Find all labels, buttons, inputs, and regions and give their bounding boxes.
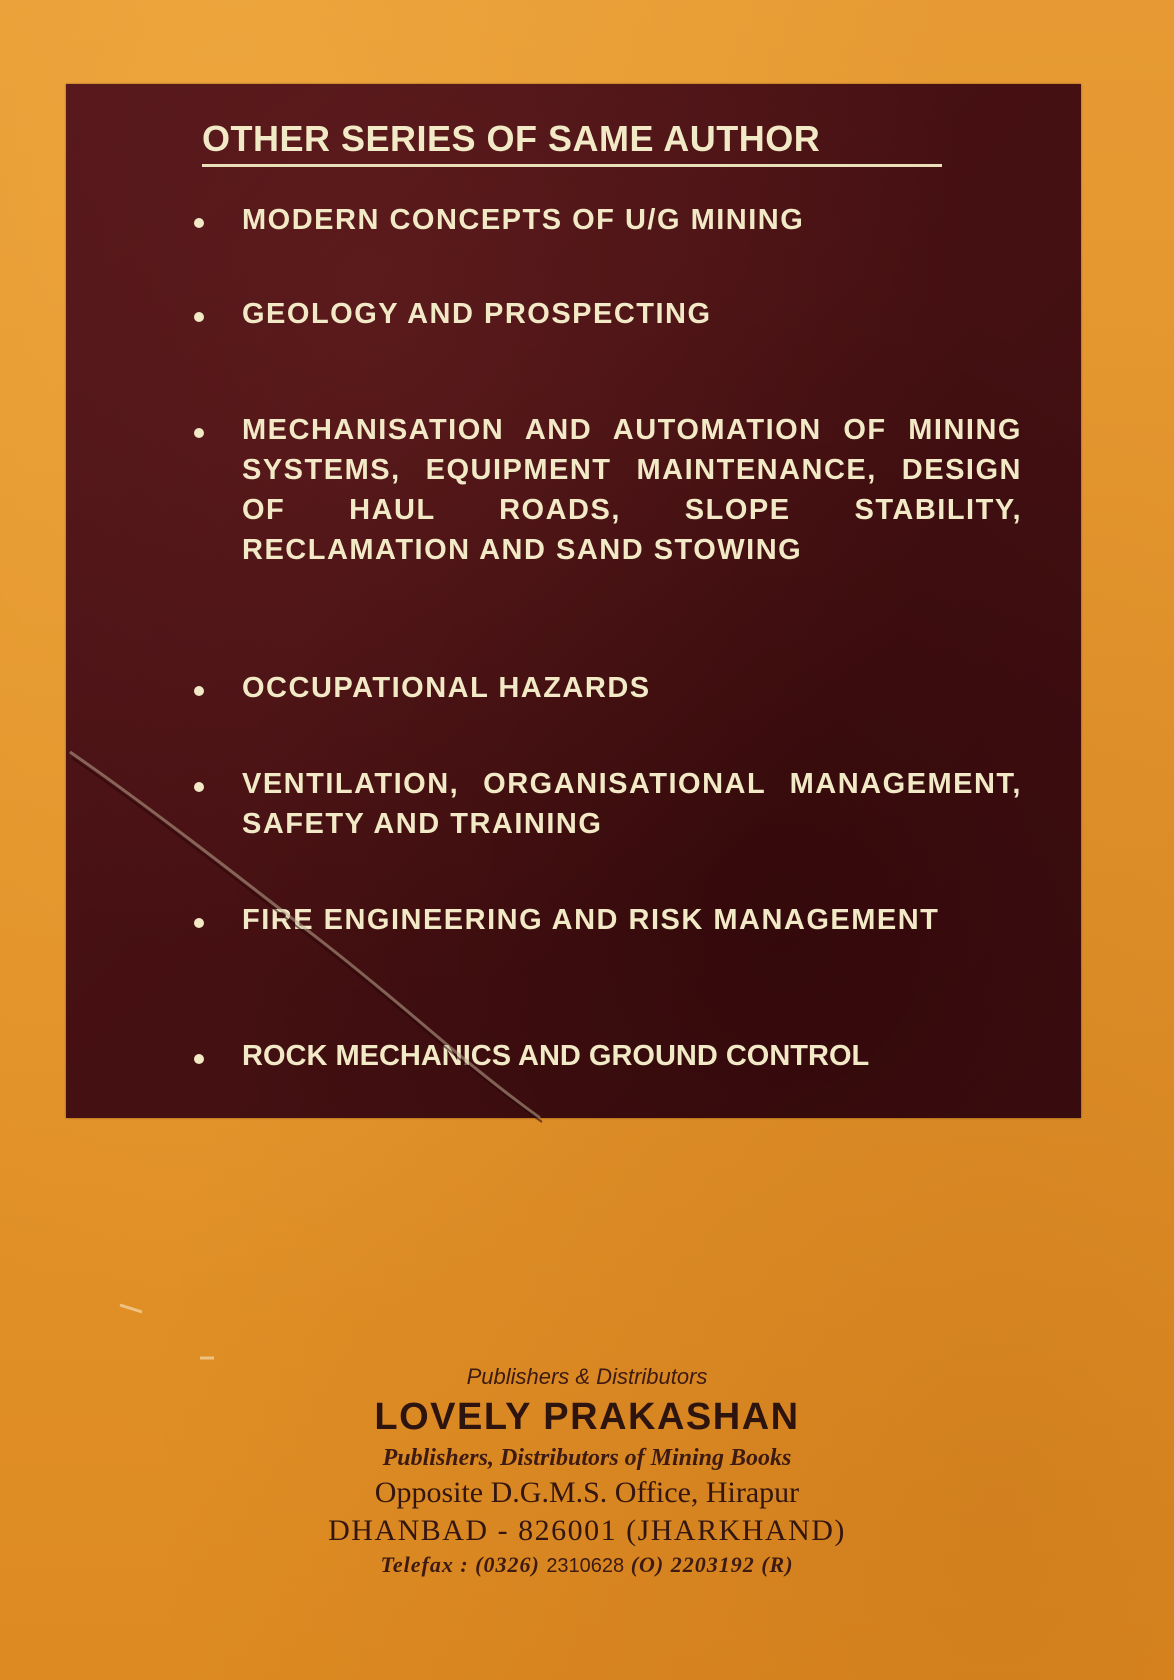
bullet-icon [194,686,204,696]
phone-prefix: Telefax : (0326) [380,1552,540,1577]
publisher-name: LOVELY PRAKASHAN [374,1396,800,1438]
book-title: FIRE ENGINEERING AND RISK MANAGEMENT [242,904,940,936]
list-item [242,200,1022,240]
bullet-icon [194,782,204,792]
book-title: OCCUPATIONAL HAZARDS [242,672,651,704]
publisher-description: Publishers, Distributors of Mining Books [382,1445,792,1471]
list-item [242,410,1022,570]
bullet-icon [194,918,204,928]
list-item [242,764,1022,844]
title-underline [202,164,942,167]
phone-suffix: (O) 2203192 (R) [630,1552,794,1577]
publisher-address: Opposite D.G.M.S. Office, Hirapur [374,1476,800,1509]
publisher-phone [0,1550,1174,1581]
book-title: GEOLOGY AND PROSPECTING [242,298,712,330]
publisher-city: DHANBAD - 826001 (JHARKHAND) [328,1514,846,1547]
book-title: ROCK MECHANICS AND GROUND CONTROL [242,1040,870,1072]
list-item [242,668,1022,708]
book-title: MECHANISATION AND AUTOMATION OF MINING SYSTEMS, EQUIPMENT MAINTENANCE, DESIGN OF HAUL ROADS, SLOPE STABILITY, RECLAMATION AND SAND STOWING [242,414,1022,566]
book-series-panel [66,84,1081,1118]
publisher-block [0,1362,1174,1581]
bullet-icon [194,312,204,322]
bullet-icon [194,428,204,438]
list-item [242,294,1022,334]
panel-title: OTHER SERIES OF SAME AUTHOR [202,118,821,159]
list-item [242,1036,1022,1076]
bullet-icon [194,218,204,228]
book-title: MODERN CONCEPTS OF U/G MINING [242,204,805,236]
bullet-icon [194,1054,204,1064]
list-item [242,900,1022,940]
publisher-tagline: Publishers & Distributors [466,1364,708,1389]
phone-office-number: 2310628 [546,1555,625,1577]
book-title: VENTILATION, ORGANISATIONAL MANAGEMENT, SAFETY AND TRAINING [242,768,1022,840]
